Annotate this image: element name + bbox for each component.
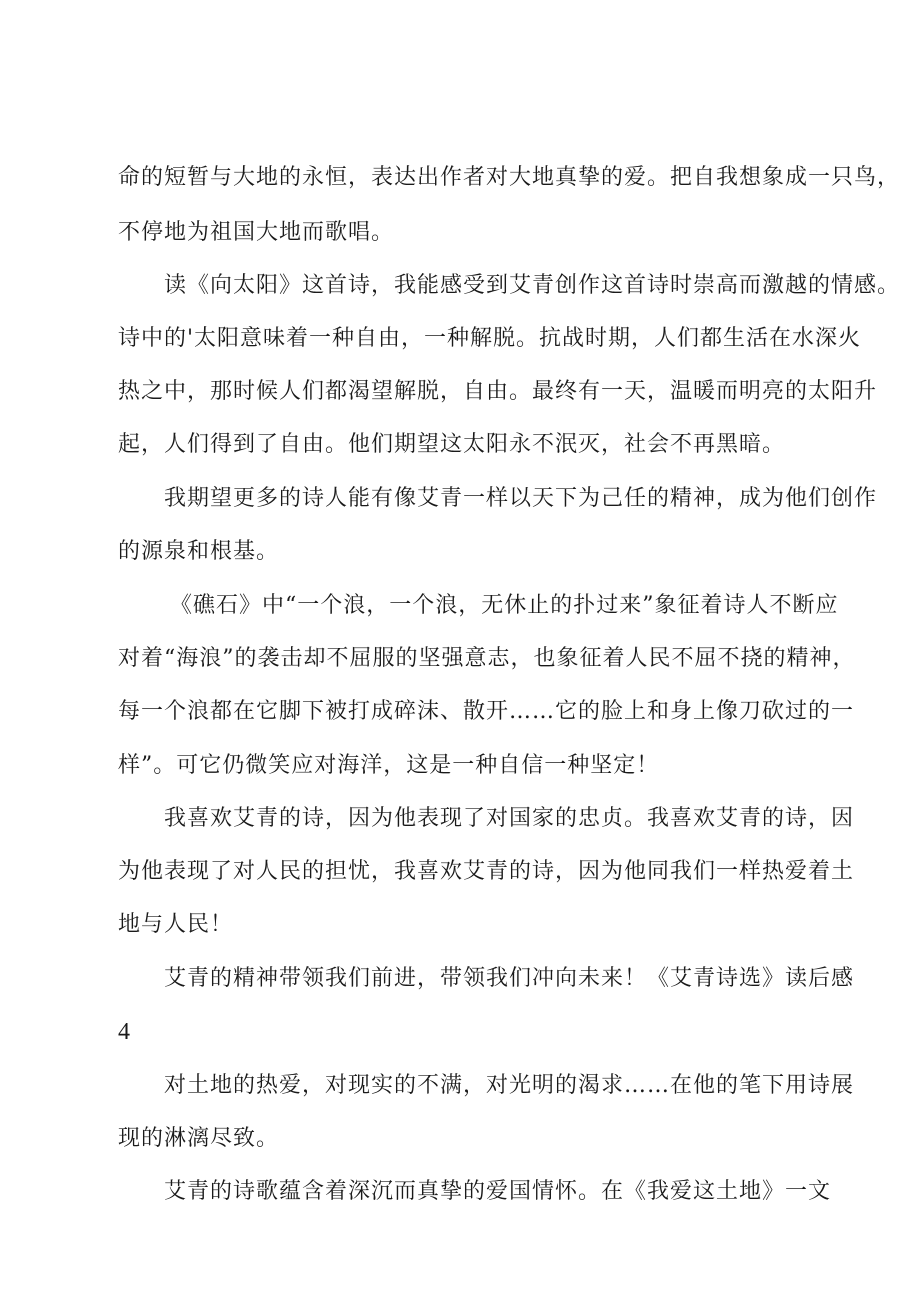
text-line: 起，人们得到了自由。他们期望这太阳永不泯灭，社会不再黑暗。 (118, 432, 786, 457)
text-line: 不停地为祖国大地而歌唱。 (118, 220, 395, 245)
text-line: 现的淋漓尽致。 (118, 1126, 280, 1151)
text-line: 艾青的诗歌蕴含着深沉而真挚的爱国情怀。在《我爱这土地》一文 (164, 1179, 832, 1204)
text-line: 地与人民！ (118, 912, 234, 937)
text-line: 样”。可它仍微笑应对海洋，这是一种自信一种坚定！ (118, 753, 660, 778)
text-line: 艾青的精神带领我们前进，带领我们冲向未来！《艾青诗选》读后感 (164, 966, 855, 991)
text-line: 对着“海浪”的袭击却不屈服的坚强意志，也象征着人民不屈不挠的精神， (118, 646, 856, 671)
text-line: 为他表现了对人民的担忧，我喜欢艾青的诗，因为他同我们一样热爱着土 (118, 859, 855, 884)
text-line: 对土地的热爱，对现实的不满，对光明的渴求……在他的笔下用诗展 (164, 1073, 855, 1098)
section-number: 4 (118, 1019, 130, 1045)
text-line: 读《向太阳》这首诗，我能感受到艾青创作这首诗时崇高而激越的情感。 (164, 273, 901, 298)
text-line: 命的短暂与大地的永恒，表达出作者对大地真挚的爱。把自我想象成一只鸟， (118, 165, 901, 190)
text-line: 《礁石》中“一个浪，一个浪，无休止的扑过来”象征着诗人不断应 (170, 593, 839, 618)
text-line: 诗中的'太阳意味着一种自由，一种解脱。抗战时期，人们都生活在水深火 (118, 326, 862, 351)
text-line: 热之中，那时候人们都渴望解脱，自由。最终有一天，温暖而明亮的太阳升 (118, 379, 878, 404)
text-line: 每一个浪都在它脚下被打成碎沫、散开……它的脸上和身上像刀砍过的一 (118, 699, 855, 724)
text-line: 我期望更多的诗人能有像艾青一样以天下为己任的精神，成为他们创作 (164, 486, 878, 511)
text-line: 的源泉和根基。 (118, 539, 280, 564)
text-line: 我喜欢艾青的诗，因为他表现了对国家的忠贞。我喜欢艾青的诗，因 (164, 806, 855, 831)
